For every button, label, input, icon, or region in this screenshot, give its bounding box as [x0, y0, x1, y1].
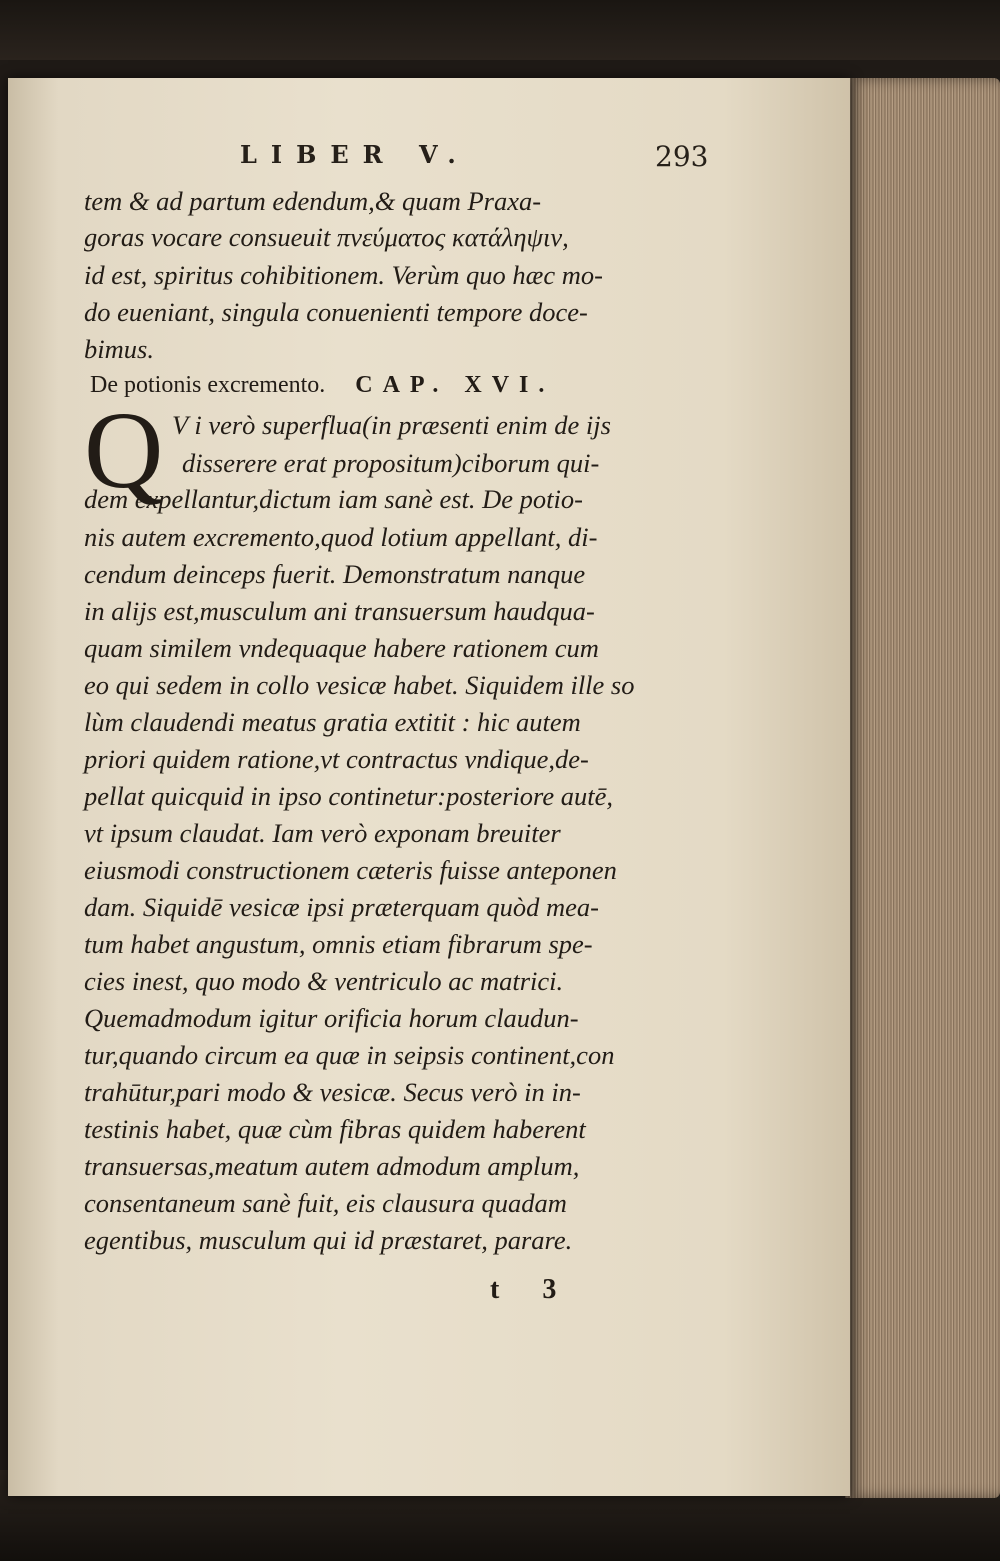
text-line: egentibus, musculum qui id præstaret, parare.: [84, 1225, 573, 1255]
text-line: lùm claudendi meatus gratia extitit : hic autem: [84, 707, 581, 737]
text-line: tur,quando circum ea quæ in seipsis continent,con: [84, 1040, 615, 1070]
text-line: transuersas,meatum autem admodum amplum,: [84, 1151, 580, 1181]
text-line: trahūtur,pari modo & vesicæ. Secus verò in in-: [84, 1077, 581, 1107]
chapter-number: CAP. XVI.: [355, 372, 555, 398]
text-line: do eueniant, singula conuenienti tempore doce-: [84, 297, 588, 327]
running-head: LIBER V.: [240, 140, 470, 169]
text-line: cies inest, quo modo & ventriculo ac matrici.: [84, 966, 564, 996]
text-line: nis autem excremento,quod lotium appellant, di-: [84, 522, 598, 552]
text-line: tem & ad partum edendum,& quam Praxa-: [84, 186, 542, 216]
text-line: dem expellantur,dictum iam sanè est. De potio-: [84, 484, 583, 514]
text-line: id est, spiritus cohibitionem. Verùm quo hæc mo-: [84, 260, 603, 290]
text-line: bimus.: [84, 334, 154, 364]
text-line: V i verò superflua(in præsenti enim de ijs: [172, 410, 611, 440]
text-line: Quemadmodum igitur orificia horum claudun-: [84, 1003, 579, 1033]
text-line: vt ipsum claudat. Iam verò exponam breuiter: [84, 818, 561, 848]
text-line: eiusmodi constructionem cæteris fuisse anteponen: [84, 855, 617, 885]
drop-cap: Q: [84, 389, 164, 511]
page-edges: [845, 78, 1000, 1498]
text-line: pellat quicquid in ipso continetur:posteriore autē,: [84, 781, 613, 811]
text-line: testinis habet, quæ cùm fibras quidem haberent: [84, 1114, 586, 1144]
signature-mark: t 3: [490, 1274, 575, 1305]
text-line: consentaneum sanè fuit, eis clausura quadam: [84, 1188, 567, 1218]
text-line: goras vocare consueuit πνεύματος κατάληψιν,: [84, 222, 569, 252]
text-line: quam similem vndequaque habere rationem cum: [84, 633, 599, 663]
text-line: tum habet angustum, omnis etiam fibrarum spe-: [84, 929, 593, 959]
text-line: cendum deinceps fuerit. Demonstratum nanque: [84, 559, 586, 589]
text-line: disserere erat propositum)ciborum qui-: [182, 448, 600, 478]
background-top: [0, 0, 1000, 60]
text-line: priori quidem ratione,vt contractus vndique,de-: [84, 744, 589, 774]
text-line: dam. Siquidē vesicæ ipsi præterquam quòd mea-: [84, 892, 599, 922]
page-number: 293: [655, 140, 709, 173]
text-line: eo qui sedem in collo vesicæ habet. Siquidem ille so: [84, 670, 635, 700]
text-line: in alijs est,musculum ani transuersum haudqua-: [84, 596, 595, 626]
chapter-heading-text: De potionis excremento.: [90, 372, 326, 398]
